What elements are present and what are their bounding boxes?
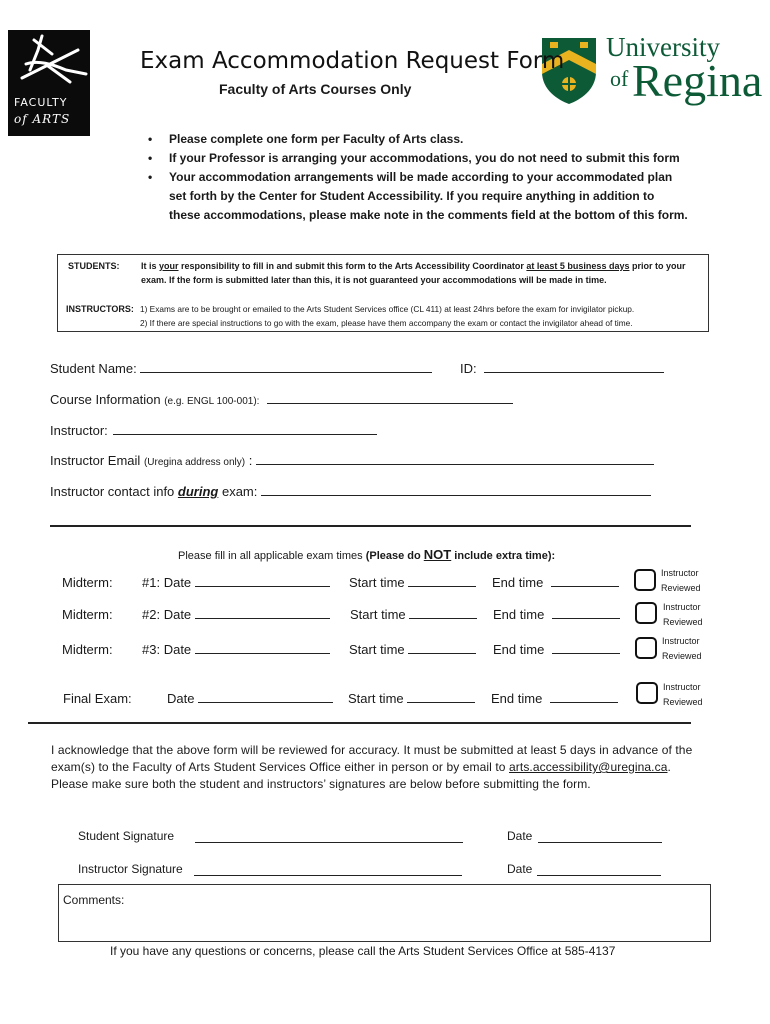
footer-contact-text: If you have any questions or concerns, please call the Arts Student Services Office at 585-4137 [110, 944, 616, 958]
instructor-reviewed-checkbox[interactable] [636, 682, 658, 704]
university-wordmark-university: University [606, 32, 720, 62]
contact-info-row: Instructor contact info during exam: [50, 484, 651, 499]
form-title: Exam Accommodation Request Form [140, 48, 565, 74]
end-time-group: End time [491, 691, 618, 706]
instructor-reviewed-checkbox[interactable] [635, 637, 657, 659]
exam-row-2: #2: Date [142, 607, 330, 622]
exam-type-label: Midterm: [62, 575, 113, 590]
student-signature-field[interactable] [195, 828, 463, 843]
end-time-field[interactable] [550, 702, 618, 703]
instructor-reviewed-label: Instructor Reviewed [662, 636, 702, 661]
instructor-signature-label: Instructor Signature [78, 862, 183, 876]
instructors-label: INSTRUCTORS: [66, 304, 134, 314]
date-field[interactable] [198, 702, 333, 703]
instructors-text-2: 2) If there are special instructions to go with the exam, please have them accompany the exam or contact the invigilator ahead of time. [140, 318, 633, 328]
start-time-group: Start time [348, 691, 475, 706]
instruction-item: • If your Professor is arranging your accommodations, you do not need to submit this form [148, 149, 708, 168]
instructor-reviewed-checkbox[interactable] [634, 569, 656, 591]
student-signature-label: Student Signature [78, 829, 175, 843]
instructor-label: Instructor: [50, 423, 108, 438]
course-label: Course Information [50, 392, 161, 407]
student-name-field[interactable] [140, 372, 432, 373]
student-name-row [50, 361, 432, 376]
start-time-field[interactable] [408, 653, 476, 654]
instruction-item: • Please complete one form per Faculty of Arts class. [148, 130, 708, 149]
instructor-signature-field[interactable] [194, 861, 462, 876]
exam-type-label: Midterm: [62, 642, 113, 657]
start-time-group: Start time [349, 642, 476, 657]
id-field[interactable] [484, 372, 664, 373]
instructor-email-field[interactable] [256, 464, 654, 465]
start-time-group: Start time [350, 607, 477, 622]
exam-type-label: Final Exam: [63, 691, 132, 706]
end-time-field[interactable] [551, 586, 619, 587]
end-time-field[interactable] [552, 618, 620, 619]
student-date-field[interactable] [538, 828, 662, 843]
contact-info-label: Instructor contact info [50, 484, 175, 499]
students-text: It is your responsibility to fill in and submit this form to the Arts Accessibility Coordinator at least 5 business days prior to your exam. If the form is submitted later than this, it is not guaranteed your accommodations will be made in time. [141, 261, 686, 285]
date-field[interactable] [195, 586, 330, 587]
university-wordmark-of: of [610, 66, 629, 91]
exam-row-final: Date [167, 691, 333, 706]
instructor-date-label: Date [507, 862, 533, 876]
start-time-field[interactable] [407, 702, 475, 703]
instructor-email-label: Instructor Email [50, 453, 141, 468]
section-divider [50, 525, 691, 527]
instructor-email-row: Instructor Email (Uregina address only) : [50, 453, 654, 468]
date-field[interactable] [195, 618, 330, 619]
student-name-label: Student Name: [50, 361, 137, 376]
end-time-group: End time [492, 575, 619, 590]
faculty-logo-line2: of ARTS [14, 112, 71, 126]
start-time-field[interactable] [408, 586, 476, 587]
accessibility-email-link[interactable]: arts.accessibility@uregina.ca [509, 760, 668, 774]
exam-times-instruction: Please fill in all applicable exam times (Please do NOT include extra time): [178, 547, 556, 562]
exam-type-label: Midterm: [62, 607, 113, 622]
course-field[interactable] [267, 403, 513, 404]
university-wordmark-regina: Regina [632, 55, 763, 106]
contact-info-field[interactable] [261, 495, 651, 496]
start-time-field[interactable] [409, 618, 477, 619]
exam-row-1: #1: Date [142, 575, 330, 590]
end-time-group: End time [493, 607, 620, 622]
id-row [460, 361, 664, 376]
instruction-item: • Your accommodation arrangements will be made according to your accommodated plan set forth by the Center for Student Accessibility. If you require anything in addition to these accommodations, please make note in the comments field at the bottom of this form. [148, 168, 689, 225]
section-divider [28, 722, 691, 724]
instructors-text-1: 1) Exams are to be brought or emailed to the Arts Student Services office (CL 411) at least 24hrs before the exam for invigilator pickup. [140, 304, 635, 314]
end-time-group: End time [493, 642, 620, 657]
id-label: ID: [460, 361, 477, 376]
course-hint: (e.g. ENGL 100-001): [164, 396, 260, 407]
acknowledgement-text: I acknowledge that the above form will be reviewed for accuracy. It must be submitted at least 5 days in advance of the exam(s) to the Faculty of Arts Student Services Office either in person or by email to arts.accessibility@uregina.ca. Please make sure both the student and instructors’ signatures are below before submitting the form. [51, 743, 693, 791]
student-date-label: Date [507, 829, 533, 843]
instructor-reviewed-checkbox[interactable] [635, 602, 657, 624]
instructor-email-hint: (Uregina address only) [143, 457, 246, 468]
comments-label: Comments: [63, 893, 125, 907]
instructor-row [50, 423, 377, 438]
exam-row-3: #3: Date [142, 642, 330, 657]
students-label: STUDENTS: [68, 261, 120, 271]
instructor-reviewed-label: Instructor Reviewed [661, 568, 701, 593]
end-time-field[interactable] [552, 653, 620, 654]
faculty-logo-mark-icon [8, 30, 90, 92]
responsibilities-box [57, 254, 709, 332]
instructor-date-field[interactable] [537, 861, 661, 876]
date-field[interactable] [195, 653, 330, 654]
form-subtitle: Faculty of Arts Courses Only [219, 81, 412, 97]
instructor-reviewed-label: Instructor Reviewed [663, 602, 703, 627]
instructor-reviewed-label: Instructor Reviewed [663, 682, 703, 707]
course-row [50, 392, 513, 407]
faculty-logo-line1: FACULTY [14, 96, 68, 109]
instructor-field[interactable] [113, 434, 377, 435]
start-time-group: Start time [349, 575, 476, 590]
faculty-of-arts-logo [8, 30, 90, 136]
instructions-list [148, 130, 708, 225]
comments-field[interactable] [58, 884, 711, 942]
